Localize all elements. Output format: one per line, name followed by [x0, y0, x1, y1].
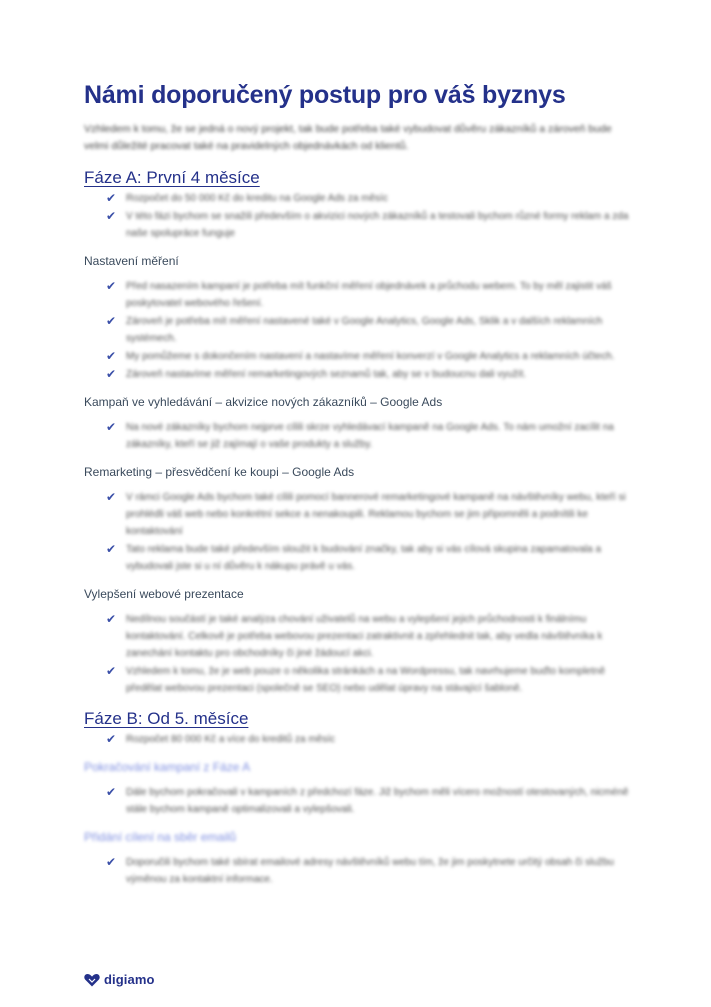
list-item: ✔ Tato reklama bude také především sloužit k budování značky, tak aby si vás cílová skupina zapamatovala a vybudovali jste si u ní důvěru k nákupu právě u vás. [106, 542, 602, 572]
list-item: ✔ Zároveň je potřeba mít měření nastavené také v Google Analytics, Google Ads, Sklik a v dalších reklamních systémech. [106, 314, 603, 344]
section-title: Pokračování kampaní z Fáze A [84, 760, 251, 774]
intro-paragraph: Vzhledem k tomu, že se jedná o nový projekt, tak bude potřeba také vybudovat důvěru zákazníků a zároveň bude velmi důležité pracovat také na pravidelných objednávkách od klientů. [84, 123, 612, 152]
digiamo-logo [84, 972, 155, 987]
phase-a-title: Fáze A: První 4 měsíce [84, 168, 260, 187]
list-item: ✔ Na nové zákazníky bychom nejprve cílili skrze vyhledávací kampaně na Google Ads. To nám umožní zacílit na zákazníky, kteří se již zajímají o vaše produkty a služby. [106, 420, 614, 450]
section-title: Nastavení měření [84, 254, 179, 268]
list-item: ✔ Zároveň nastavíme měření remarketingových seznamů tak, aby se v budoucnu dali využít. [106, 367, 527, 381]
logo-wordmark: digiamo [104, 972, 155, 987]
phase-a [84, 166, 630, 697]
phase-b-title: Fáze B: Od 5. měsíce [84, 709, 249, 728]
check-icon: ✔ [106, 279, 117, 293]
document-content [84, 78, 630, 889]
check-icon: ✔ [106, 612, 117, 626]
check-icon: ✔ [106, 420, 117, 434]
section-web-improvement [84, 585, 630, 697]
section-list [84, 854, 630, 888]
page-title: Námi doporučený postup pro váš byznys [84, 81, 566, 109]
check-icon: ✔ [106, 664, 117, 678]
section-list [84, 784, 630, 818]
list-item: ✔ Dále bychom pokračovali v kampaních z předchozí fáze. Již bychom měli vícero možností otestovaných, nicméně stále bychom kampaně optimalizovali a vylepšovali. [106, 785, 629, 815]
check-icon: ✔ [106, 490, 117, 504]
phase-b-list [84, 731, 630, 748]
check-icon: ✔ [106, 367, 117, 381]
check-icon: ✔ [106, 314, 117, 328]
section-measurement [84, 252, 630, 383]
check-icon: ✔ [106, 732, 117, 746]
list-item: ✔ Nedílnou součástí je také analýza chování uživatelů na webu a vylepšení jejich průchodnosti k finálnímu kontaktování. Celkově je potřeba webovou prezentaci zatraktivnit a zpřehlednit tak, aby vedla návštěvníka k zanechání kontaktu pro obchodníky či jiné žádoucí akci. [106, 612, 603, 659]
check-icon: ✔ [106, 191, 117, 205]
check-icon: ✔ [106, 785, 117, 799]
section-title: Vylepšení webové prezentace [84, 587, 244, 601]
section-continue-campaigns [84, 758, 630, 818]
section-list [84, 419, 630, 453]
list-item: ✔ V rámci Google Ads bychom také cílili pomocí bannerové remarketingové kampaně na návštěvníky webu, kteří si prohlédli váš web nebo konkrétní sekce a nenakoupili. Reklamou bychom se jim připomněli a podnítili ke kontaktování [106, 490, 626, 537]
section-search-campaign [84, 393, 630, 453]
phase-b [84, 707, 630, 888]
section-list [84, 611, 630, 697]
list-item: ✔ Doporučili bychom také sbírat emailové adresy návštěvníků webu tím, že jim poskytnete určitý obsah či službu výměnou za kontaktní informace. [106, 855, 614, 885]
section-title: Přidání cílení na sběr emailů [84, 830, 237, 844]
section-email-collection [84, 828, 630, 888]
heart-logo-icon [84, 973, 100, 987]
section-title: Remarketing – přesvědčení ke koupi – Google Ads [84, 465, 355, 479]
section-list [84, 278, 630, 383]
section-list [84, 489, 630, 575]
section-remarketing [84, 463, 630, 575]
list-item: ✔ Rozpočet 80 000 Kč a více do kreditů za měsíc [106, 732, 335, 746]
list-item: ✔ Vzhledem k tomu, že je web pouze o několika stránkách a na Wordpressu, tak navrhujeme buďto kompletně předělat webovou prezentaci (společně se SEO) nebo udělat úpravy na stávající šabloně. [106, 664, 605, 694]
check-icon: ✔ [106, 209, 117, 223]
check-icon: ✔ [106, 542, 117, 556]
check-icon: ✔ [106, 855, 117, 869]
check-icon: ✔ [106, 349, 117, 363]
list-item: ✔ V této fázi bychom se snažili především o akvizici nových zákazníků a testovali bychom různé formy reklam a zda naše spolupráce funguje [106, 209, 629, 239]
list-item: ✔ Před nasazením kampaní je potřeba mít funkční měření objednávek a průchodu webem. To by měl zajistit váš poskytovatel webového řešení. [106, 279, 612, 309]
list-item: ✔ My pomůžeme s dokončením nastavení a nastavíme měření konverzí v Google Analytics a reklamních účtech. [106, 349, 615, 363]
phase-a-list [84, 190, 630, 242]
list-item: ✔ Rozpočet do 50 000 Kč do kreditu na Google Ads za měsíc [106, 191, 388, 205]
section-title: Kampaň ve vyhledávání – akvizice nových zákazníků – Google Ads [84, 395, 443, 409]
